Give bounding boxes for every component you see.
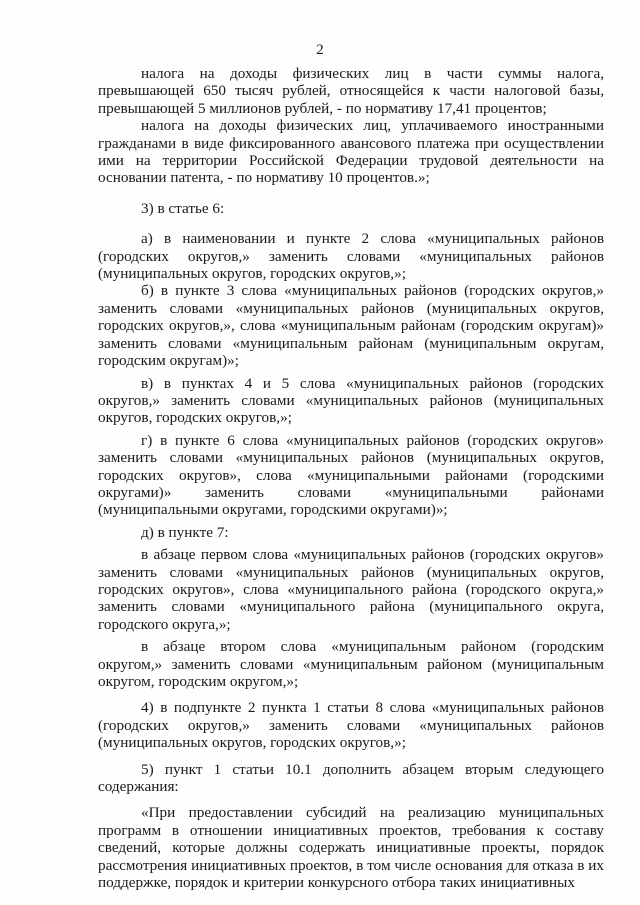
paragraph-item-3d-abzac-1: в абзаце первом слова «муниципальных районов (городских округов» заменить словами «муниципальных районов (муниципальных округов, городских округов», слова «муниципального района (городского округа,» заменить словами «муниципального района (муниципального округа, городского округа,»; bbox=[98, 546, 604, 633]
paragraph-item-5: 5) пункт 1 статьи 10.1 дополнить абзацем вторым следующего содержания: bbox=[98, 760, 604, 796]
paragraph-item-3b: б) в пункте 3 слова «муниципальных районов (городских округов,» заменить словами «муниципальных районов (муниципальных округов, городских округов,», слова «муниципальным районам (городским округам)» заменить словами «муниципальным районам (муниципальным округам, городским округам)»; bbox=[98, 282, 604, 370]
paragraph-item-3d-abzac-2: в абзаце втором слова «муниципальным районом (городским округом,» заменить словами «муниципальным районом (муниципальным округом, городским округом,»; bbox=[98, 638, 604, 690]
paragraph-item-4: 4) в подпункте 2 пункта 1 статьи 8 слова «муниципальных районов (городских округов,» заменить словами «муниципальных районов (муниципальных округов, городских округов,»; bbox=[98, 699, 604, 752]
paragraph-item-3: 3) в статье 6: bbox=[141, 199, 225, 217]
paragraph-item-3d: д) в пункте 7: bbox=[141, 523, 229, 541]
paragraph-ndfl-patent: налога на доходы физических лиц, уплачиваемого иностранными гражданами в виде фиксированного авансового платежа при осуществлении ими на территории Российской Федерации трудовой деятельности на основании патента, - по нормативу 10 процентов.»; bbox=[98, 117, 604, 187]
paragraph-item-3g: г) в пункте 6 слова «муниципальных районов (городских округов» заменить словами «муниципальных районов (муниципальных округов, городских округов», слова «муниципальными районами (городскими округами)» заменить словами «муниципальными районами (муниципальными округами, городскими округами)»; bbox=[98, 431, 604, 519]
paragraph-quote-initiative-projects: «При предоставлении субсидий на реализацию муниципальных программ в отношении инициативных проектов, требования к составу сведений, которые должны содержать инициативные проекты, порядок рассмотрения инициативных проектов, в том числе основания для отказа в их поддержке, порядок и критерии конкурсного отбора таких инициативных bbox=[98, 804, 604, 892]
page-number: 2 bbox=[316, 42, 324, 58]
paragraph-ndfl-650k: налога на доходы физических лиц в части суммы налога, превышающей 650 тысяч рублей, относящейся к части налоговой базы, превышающей 5 миллионов рублей, - по нормативу 17,41 процентов; bbox=[98, 65, 604, 117]
document-body bbox=[98, 65, 604, 891]
paragraph-item-3a: а) в наименовании и пункте 2 слова «муниципальных районов (городских округов,» заменить словами «муниципальных районов (муниципальных округов, городских округов,»; bbox=[98, 230, 604, 283]
paragraph-item-3v: в) в пунктах 4 и 5 слова «муниципальных районов (городских округов,» заменить словами «муниципальных районов (муниципальных округов, городских округов,»; bbox=[98, 374, 604, 427]
